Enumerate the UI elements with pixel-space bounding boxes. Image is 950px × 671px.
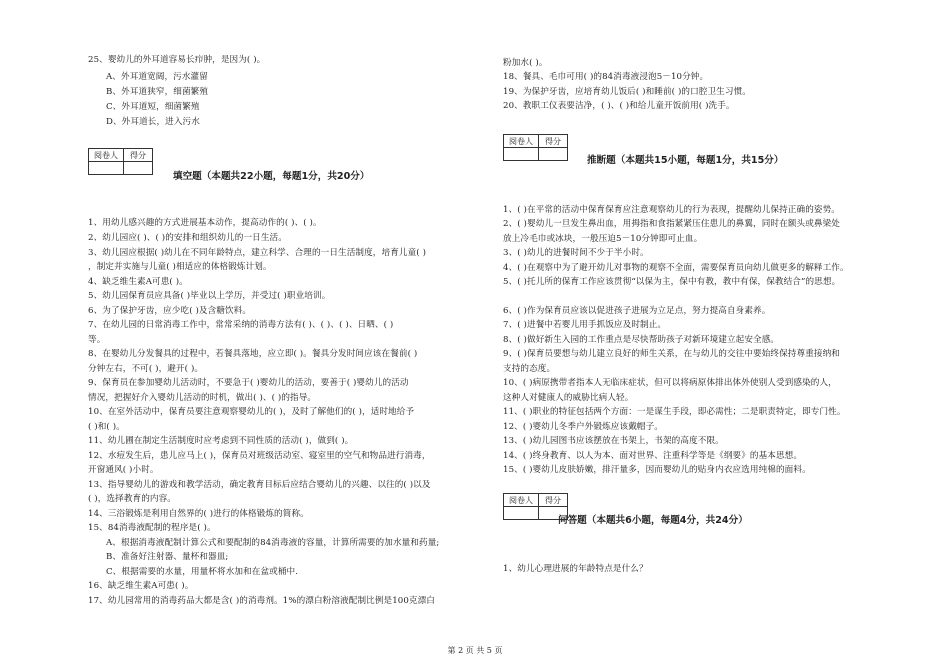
judge-line: 10、( )病原携带者指本人无临床症状，但可以将病原体排出体外使别人受到感染的人， — [503, 378, 837, 388]
option-a: A、外耳道宽阔，污水灌留 — [106, 72, 208, 82]
fill-line: 6、为了保护牙齿，应少吃( )及含糖饮料。 — [88, 306, 252, 316]
continued-line: 粉加水( )。 — [503, 58, 548, 68]
judge-line: 9、( )保育员要想与幼儿建立良好的师生关系，在与幼儿的交往中要始终保持尊重接纳和 — [503, 349, 840, 359]
fill-line: ( )，选择教育的内容。 — [88, 494, 176, 504]
fill-line: 16、缺乏维生素A可患( )。 — [88, 581, 194, 591]
judge-line: 7、( )进餐中若婴儿用手抓饭应及时制止。 — [503, 320, 667, 330]
option-c: C、外耳道短，细菌繁殖 — [106, 102, 200, 112]
grader-cell — [504, 148, 539, 161]
fill-line: 2、幼儿园应( )、( )的安排和组织幼儿的一日生活。 — [88, 233, 287, 243]
fill-line: B、准备好注射器、量杯和器皿; — [106, 552, 229, 562]
fill-line: 分钟左右，不可( )，避开( )。 — [88, 364, 204, 374]
fill-line: 9、保育员在参加婴幼儿活动时，不要急于( )婴幼儿的活动，要善于( )婴幼儿的活动 — [88, 378, 409, 388]
judge-line: 14、( )终身教育、以人为本、面对世界、注重科学等是《纲要》的基本思想。 — [503, 451, 803, 461]
fill-line: 5、幼儿园保育员应具备( )毕业以上学历，并受过( )职业培训。 — [88, 291, 331, 301]
grader-cell — [504, 507, 539, 520]
fill-line: 19、为保护牙齿，应培育幼儿饭后( )和睡前( )的口腔卫生习惯。 — [503, 87, 751, 97]
fill-line: 14、三浴锻炼是利用自然界的( )进行的体格锻炼的简称。 — [88, 509, 309, 519]
fill-line: ，制定并实施与儿童( )相适应的体格锻炼计划。 — [88, 262, 272, 272]
fill-line: 7、在幼儿园的日常消毒工作中，常常采纳的消毒方法有( )、( )、( )、日晒、( ) — [88, 320, 394, 330]
fill-line: 3、幼儿园应根据( )幼儿在不同年龄特点，建立科学、合理的一日生活制度，培育儿童( ) — [88, 248, 427, 258]
judge-line: 3、( )幼儿的进餐时间不少于半小时。 — [503, 248, 649, 258]
fill-line: ( )和( )。 — [88, 422, 125, 432]
fill-line: 13、指导婴幼儿的游戏和教学活动，确定教育目标后应结合婴幼儿的兴趣、以往的( )以及 — [88, 480, 431, 490]
judge-line: 4、( )在观察中为了避开幼儿对事物的观察不全面，需要保育员向幼儿做更多的解释工作。 — [503, 263, 849, 273]
fill-line: A、根据消毒液配制计算公式和要配制的84消毒液的容量，计算所需要的加水量和药量; — [106, 538, 440, 548]
fill-line: 8、在婴幼儿分发餐具的过程中，若餐具落地，应立即( )。餐具分发时间应该在餐前( ) — [88, 349, 418, 359]
question-25: 25、婴幼儿的外耳道容易长疖肿，是因为( )。 — [88, 55, 266, 65]
qa-section-title: 问答题（本题共6小题，每题4分，共24分） — [558, 515, 748, 526]
grader-label: 阅卷人 — [89, 149, 124, 162]
judge-line: 放上冷毛巾或冰块，一般压迫5－10分钟即可止血。 — [503, 234, 703, 244]
grader-cell — [89, 162, 124, 175]
judge-line: 2、( )婴幼儿一旦发生鼻出血，用拇指和食指紧紧压住患儿的鼻翼，同时在额头或鼻梁处 — [503, 219, 840, 229]
judge-line: 这种人对健康人的威胁比病人轻。 — [503, 393, 634, 403]
qa-question: 1、幼儿心理进展的年龄特点是什么？ — [503, 564, 648, 574]
option-d: D、外耳道长，进入污水 — [106, 117, 200, 127]
page-number: 第 2 页 共 5 页 — [447, 646, 503, 655]
judge-line: 支持的态度。 — [503, 364, 556, 374]
judge-line: 1、( )在平常的活动中保育保育应注意观察幼儿的行为表现，提醒幼儿保持正确的姿势。 — [503, 205, 840, 215]
fill-line: 开窗通风( )小时。 — [88, 465, 159, 475]
fill-line: 情况，把握好介入婴幼儿活动的时机，做出( )、( )的指导。 — [88, 393, 317, 403]
fill-line: 15、84消毒液配制的程序是( )。 — [88, 523, 216, 533]
fill-line: 11、幼儿圃在制定生活制度时应考虑到不同性质的活动( )，做到( )。 — [88, 436, 354, 446]
fill-line: 10、在室外活动中，保育员要注意观察婴幼儿的( )，及时了解他们的( )，适时地给予 — [88, 407, 415, 417]
option-b: B、外耳道狭窄，细菌繁殖 — [106, 87, 209, 97]
score-cell — [539, 148, 568, 161]
grader-label: 阅卷人 — [504, 135, 539, 148]
fill-line: 4、缺乏维生素A可患( )。 — [88, 277, 188, 287]
judge-line: 8、( )做好新生入园的工作重点是尽快帮助孩子对新环境建立起安全感。 — [503, 335, 780, 345]
grader-label: 阅卷人 — [504, 494, 539, 507]
judge-section-title: 推断题（本题共15小题，每题1分，共15分） — [587, 155, 784, 166]
score-table-judge — [503, 134, 568, 161]
score-table-fill — [88, 148, 153, 175]
score-cell — [124, 162, 153, 175]
score-label: 得分 — [539, 135, 568, 148]
fill-section-title: 填空题（本题共22小题，每题1分，共20分） — [173, 171, 370, 182]
score-label: 得分 — [539, 494, 568, 507]
fill-line: 18、餐具、毛巾可用( )的84消毒液浸泡5－10分钟。 — [503, 72, 709, 82]
fill-line: 等。 — [88, 335, 106, 345]
fill-line: C、根据需要的水量，用量杯将水加和在盆或桶中. — [106, 567, 299, 577]
judge-line: 15、( )婴幼儿皮肤娇嫩，排汗量多，因而婴幼儿的贴身内衣应选用纯棉的面料。 — [503, 465, 811, 475]
judge-line: 12、( )婴幼儿冬季户外锻炼应该戴帽子。 — [503, 422, 663, 432]
fill-line: 17、幼儿园常用的消毒药品大都是含( )的消毒剂。1%的漂白粉溶液配制比例是100克漂白 — [88, 596, 435, 606]
fill-line: 1、用幼儿感兴趣的方式进展基本动作，提高动作的( )、( )。 — [88, 218, 322, 228]
judge-line: 13、( )幼儿园图书应该摆放在书架上，书架的高度不限。 — [503, 436, 724, 446]
fill-line: 20、教职工仪表要洁净，( )、( )和给儿童开饭前用( )洗手。 — [503, 101, 735, 111]
judge-line: 6、( )作为保育员应该以促进孩子进展为立足点，努力提高自身素养。 — [503, 306, 771, 316]
judge-line: 11、( )职业的特征包括两个方面：一是谋生手段，即必需性；二是职责特定，即专门性。 — [503, 407, 846, 417]
fill-line: 12、水痘发生后，患儿应马上( )，保育员对班级活动室、寝室里的空气和物品进行消毒， — [88, 451, 431, 461]
judge-line: 5、( )托儿所的保育工作应该贯彻“以保为主，保中有教，教中有保，保教结合”的思想。 — [503, 277, 841, 287]
score-label: 得分 — [124, 149, 153, 162]
